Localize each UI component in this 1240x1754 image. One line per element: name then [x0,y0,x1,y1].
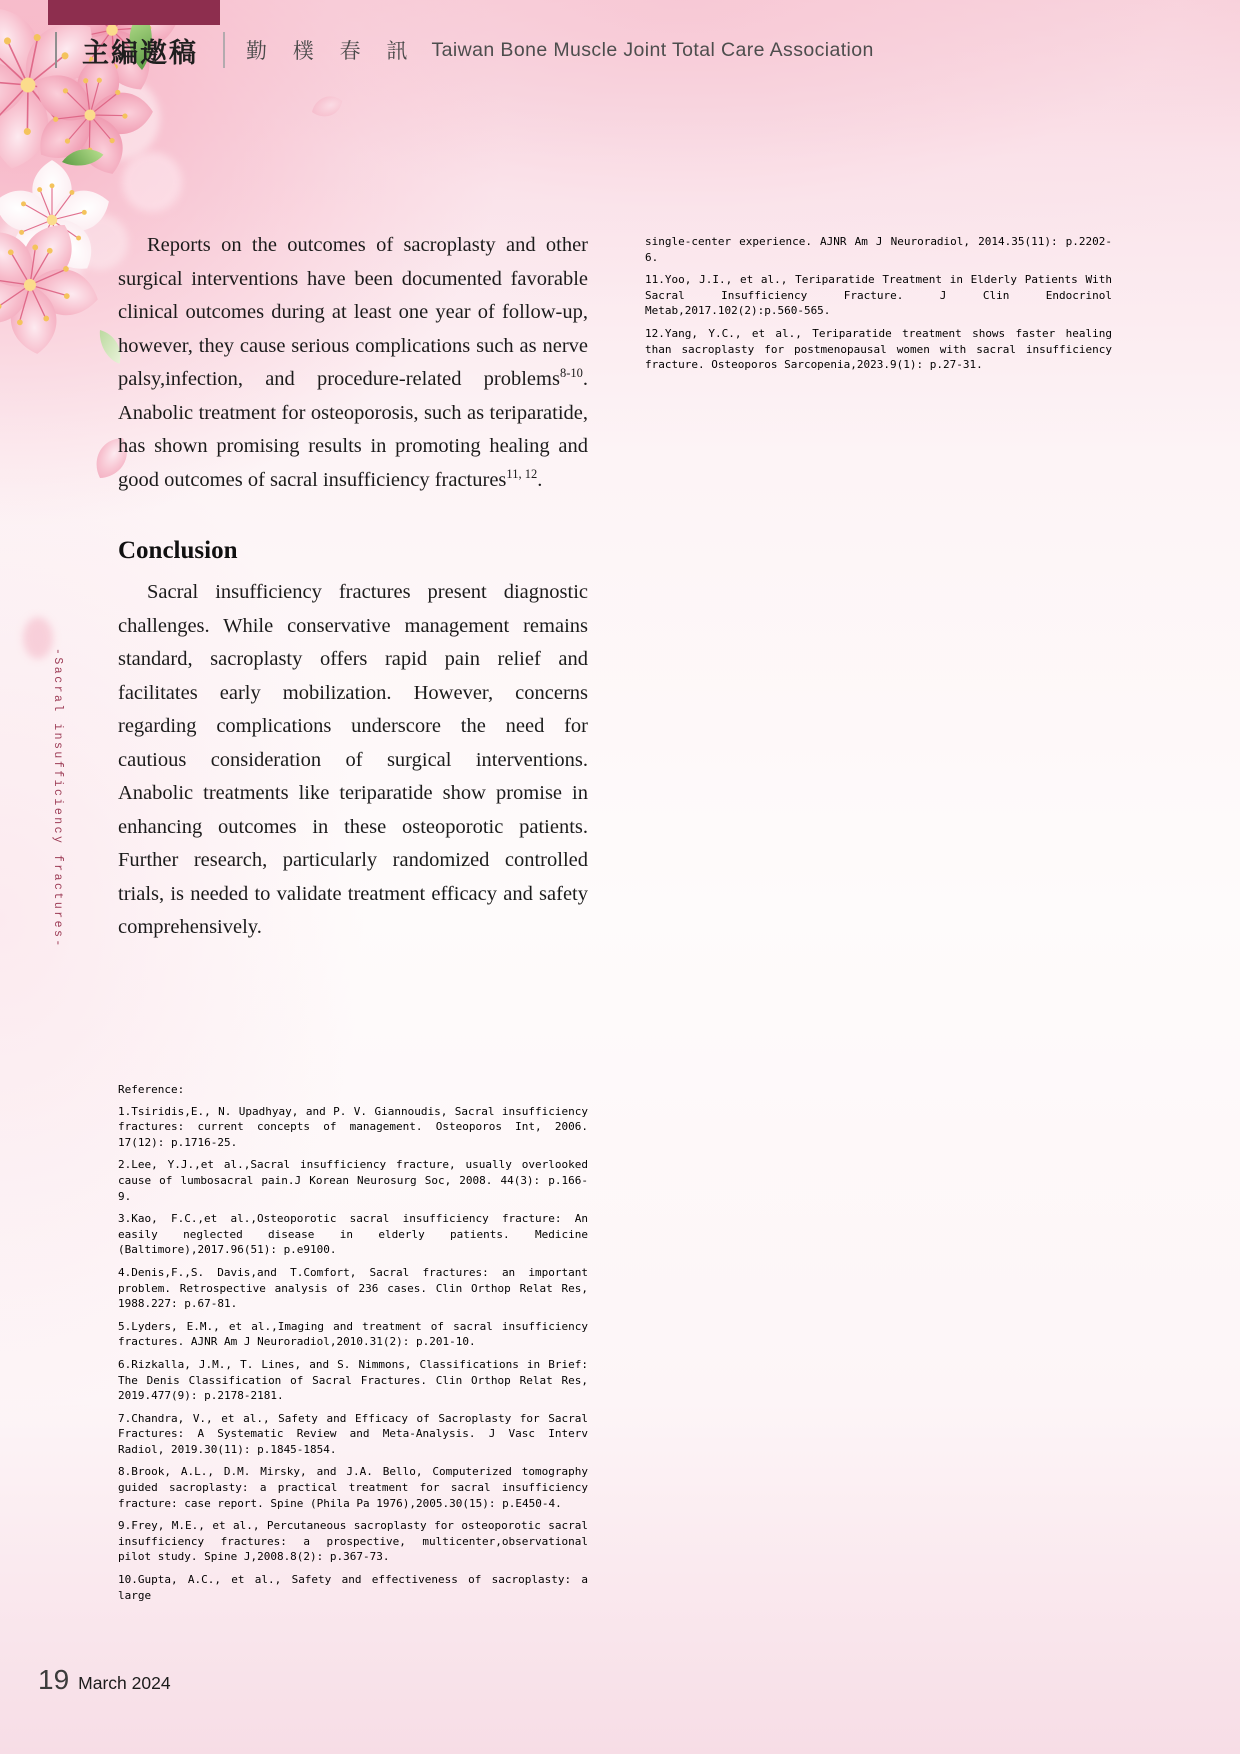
reference-list-left [118,1082,588,1610]
header-tick-line [55,32,57,68]
paragraph-text: Reports on the outcomes of sacroplasty and other surgical interventions have been documented favorable clinical outcomes during at least one year of follow-up, however, they cause serious complications such as nerve palsy,infection, and procedure-related problems [118,234,588,390]
paragraph-text: . Anabolic treatment for osteoporosis, such as teriparatide, has shown promising results in promoting healing and good outcomes of sacral insufficiency fractures [118,368,588,491]
reference-item-5: 5.Lyders, E.M., et al.,Imaging and treatment of sacral insufficiency fractures. AJNR Am J Neuroradiol,2010.31(2): p.201-10. [118,1319,588,1349]
article-body-column [118,229,588,945]
reference-item-8: 8.Brook, A.L., D.M. Mirsky, and J.A. Bello, Computerized tomography guided sacroplasty: a practical treatment for sacral insufficiency fracture: case report. Spine (Phila Pa 1976),2005.30(15): p.E450-4. [118,1465,588,1510]
conclusion-paragraph: Sacral insufficiency fractures present diagnostic challenges. While conservative management remains standard, sacroplasty offers rapid pain relief and facilitates early mobilization. However, concerns regarding complications underscore the need for cautious consideration of surgical interventions. Anabolic treatments like teriparatide show promise in enhancing outcomes in these osteoporotic patients. Further research, particularly randomized controlled trials, is needed to validate treatment efficacy and safety comprehensively. [118,581,588,938]
accent-bar [48,0,220,25]
reference-item-4: 4.Denis,F.,S. Davis,and T.Comfort, Sacral fractures: an important problem. Retrospective analysis of 236 cases. Clin Orthop Relat Res, 1988.227: p.67-81. [118,1265,588,1311]
issue-date: March 2024 [78,1673,171,1693]
reference-item-2: 2.Lee, Y.J.,et al.,Sacral insufficiency fracture, usually overlooked cause of lumbosacral pain.J Korean Neurosurg Soc, 2008. 44(3): p.166-9. [118,1158,588,1203]
newsletter-name: 勤 樸 春 訊 [246,40,418,63]
article-side-title: -Sacral insufficiency fractures- [51,648,64,949]
column-category-label: 主編邀稿 [82,37,198,69]
paragraph-sacroplasty-outcomes [118,229,588,497]
conclusion-heading: Conclusion [118,537,238,564]
citation-superscript: 8-10 [559,366,583,381]
page-footer [38,1664,171,1696]
page-header [55,29,874,71]
reference-item-6: 6.Rizkalla, J.M., T. Lines, and S. Nimmons, Classifications in Brief: The Denis Classification of Sacral Fractures. Clin Orthop Relat Res, 2019.477(9): p.2178-2181. [118,1357,588,1403]
reference-item-9: 9.Frey, M.E., et al., Percutaneous sacroplasty for osteoporotic sacral insufficiency fractures: a prospective, multicenter,observational pilot study. Spine J,2008.8(2): p.367-73. [118,1519,588,1564]
paragraph-text: . [537,468,543,491]
reference-item-12: 12.Yang, Y.C., et al., Teriparatide treatment shows faster healing than sacroplasty for postmenopausal women with sacral insufficiency fracture. Osteoporos Sarcopenia,2023.9(1): p.27-31. [645,326,1112,372]
citation-superscript: 11, 12 [506,466,538,481]
page-number: 19 [38,1664,70,1695]
reference-list-right [645,234,1112,380]
reference-item-11: 11.Yoo, J.I., et al., Teriparatide Treatment in Elderly Patients With Sacral Insufficiency Fracture. J Clin Endocrinol Metab,2017.102(2):p.560-565. [645,273,1112,318]
reference-item-1: 1.Tsiridis,E., N. Upadhyay, and P. V. Giannoudis, Sacral insufficiency fractures: current concepts of management. Osteoporos Int, 2006. 17(12): p.1716-25. [118,1104,588,1149]
reference-item-7: 7.Chandra, V., et al., Safety and Efficacy of Sacroplasty for Sacral Fractures: A Systematic Review and Meta-Analysis. J Vasc Interv Radiol, 2019.30(11): p.1845-1854. [118,1411,588,1456]
reference-heading: Reference: [118,1083,185,1096]
reference-item-10: 10.Gupta, A.C., et al., Safety and effectiveness of sacroplasty: a large [118,1573,588,1602]
association-name: Taiwan Bone Muscle Joint Total Care Association [431,38,874,61]
reference-item-10-continued: single-center experience. AJNR Am J Neuroradiol, 2014.35(11): p.2202-6. [645,235,1112,264]
reference-item-3: 3.Kao, F.C.,et al.,Osteoporotic sacral insufficiency fracture: An easily neglected disease in elderly patients. Medicine (Baltimore),2017.96(51): p.e9100. [118,1212,588,1257]
header-divider-line [223,32,225,68]
